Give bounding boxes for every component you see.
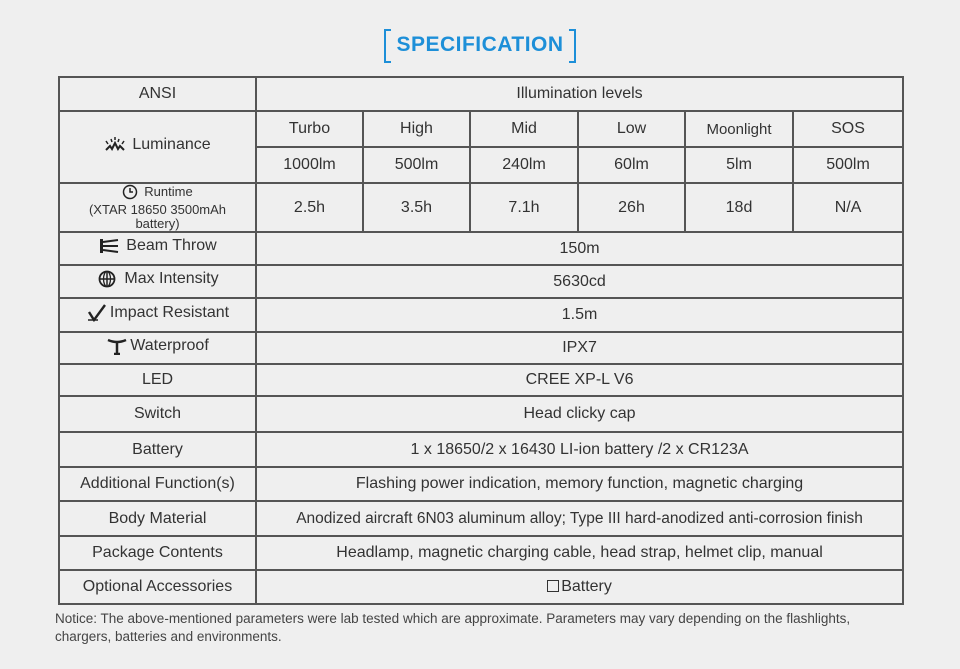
runtime-value: 26h — [578, 183, 685, 232]
waterproof-label: Waterproof — [130, 336, 209, 354]
luminance-value: 500lm — [363, 147, 470, 183]
max-intensity-label: Max Intensity — [124, 270, 219, 287]
led-value: CREE XP-L V6 — [256, 364, 903, 396]
functions-label: Additional Function(s) — [59, 467, 256, 501]
runtime-sub2: battery) — [135, 216, 180, 231]
notice-text: Notice: The above-mentioned parameters were lab tested which are approximate. Parameters may vary depending on the flashlights, chargers, batteries and environments. — [55, 611, 851, 644]
luminance-value: 500lm — [793, 147, 903, 183]
luminance-value: 1000lm — [256, 147, 363, 183]
mode-turbo: Turbo — [256, 111, 363, 147]
waterproof-value: IPX7 — [256, 332, 903, 364]
package-row — [59, 536, 903, 570]
material-row — [59, 501, 903, 536]
max-intensity-row — [59, 265, 903, 298]
beam-throw-row — [59, 232, 903, 265]
ansi-header: ANSI — [59, 77, 256, 111]
title-wrap — [0, 28, 960, 62]
luminance-value: 5lm — [685, 147, 793, 183]
accessories-value-cell — [256, 570, 903, 604]
battery-value: 1 x 18650/2 x 16430 LI-ion battery /2 x CR123A — [256, 432, 903, 467]
battery-label: Battery — [59, 432, 256, 467]
luminance-value: 240lm — [470, 147, 578, 183]
package-label: Package Contents — [59, 536, 256, 570]
runtime-value: 18d — [685, 183, 793, 232]
battery-row — [59, 432, 903, 467]
luminance-icon — [104, 136, 126, 154]
switch-row — [59, 396, 903, 432]
runtime-label-cell — [59, 183, 256, 232]
max-intensity-value: 5630cd — [256, 265, 903, 298]
waterproof-icon — [106, 337, 128, 355]
mode-mid: Mid — [470, 111, 578, 147]
luminance-label-cell — [59, 111, 256, 183]
impact-label: Impact Resistant — [109, 303, 230, 321]
mode-sos: SOS — [793, 111, 903, 147]
runtime-row — [59, 183, 903, 232]
max-intensity-label-cell — [59, 265, 256, 298]
beam-throw-label: Beam Throw — [126, 237, 217, 254]
page-title: SPECIFICATION — [384, 29, 575, 61]
beam-throw-label-cell — [59, 232, 256, 265]
led-row — [59, 364, 903, 396]
modes-row — [59, 111, 903, 147]
beam-throw-value: 150m — [256, 232, 903, 265]
header-row — [59, 77, 903, 111]
clock-icon — [122, 184, 138, 200]
accessories-value: Battery — [561, 578, 612, 595]
impact-icon — [86, 304, 108, 322]
impact-label-cell — [59, 298, 256, 332]
mode-high: High — [363, 111, 470, 147]
led-label: LED — [59, 364, 256, 396]
luminance-value: 60lm — [578, 147, 685, 183]
mode-low: Low — [578, 111, 685, 147]
checkbox-icon — [547, 580, 559, 592]
runtime-value: N/A — [793, 183, 903, 232]
runtime-value: 2.5h — [256, 183, 363, 232]
spec-table — [58, 76, 904, 605]
switch-label: Switch — [59, 396, 256, 432]
switch-value: Head clicky cap — [256, 396, 903, 432]
levels-header: Illumination levels — [256, 77, 903, 111]
functions-value: Flashing power indication, memory function, magnetic charging — [256, 467, 903, 501]
waterproof-label-cell — [59, 332, 256, 364]
accessories-row — [59, 570, 903, 604]
waterproof-row — [59, 332, 903, 364]
luminance-label: Luminance — [132, 135, 211, 153]
impact-row — [59, 298, 903, 332]
mode-moonlight: Moonlight — [685, 111, 793, 147]
material-label: Body Material — [59, 501, 256, 536]
runtime-sub1: (XTAR 18650 3500mAh — [88, 202, 227, 217]
functions-row — [59, 467, 903, 501]
impact-value: 1.5m — [256, 298, 903, 332]
runtime-value: 7.1h — [470, 183, 578, 232]
package-value: Headlamp, magnetic charging cable, head strap, helmet clip, manual — [256, 536, 903, 570]
runtime-value: 3.5h — [363, 183, 470, 232]
material-value: Anodized aircraft 6N03 aluminum alloy; Type III hard-anodized anti-corrosion finish — [256, 501, 903, 536]
beam-throw-icon — [98, 237, 120, 255]
accessories-label: Optional Accessories — [59, 570, 256, 604]
runtime-label: Runtime — [144, 184, 193, 199]
intensity-icon — [96, 270, 118, 288]
